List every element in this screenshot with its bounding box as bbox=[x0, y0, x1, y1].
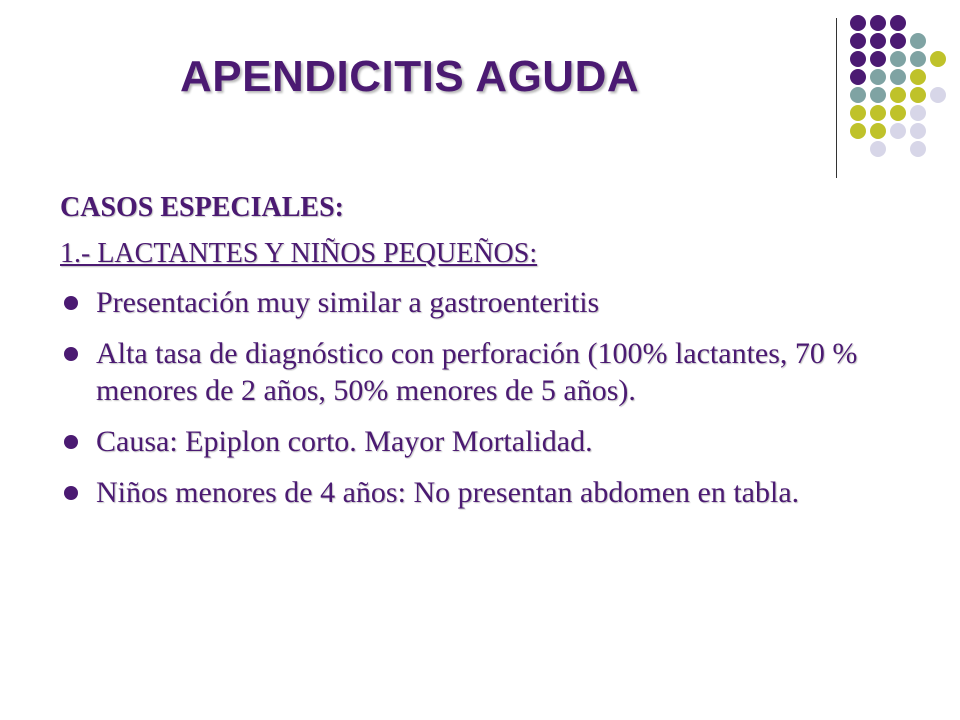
dot bbox=[890, 123, 906, 139]
dot bbox=[930, 51, 946, 67]
dot bbox=[870, 141, 886, 157]
bullet-icon bbox=[64, 486, 78, 500]
list-item bbox=[60, 335, 890, 409]
dot bbox=[850, 123, 866, 139]
dot bbox=[890, 105, 906, 121]
dot bbox=[850, 69, 866, 85]
dot bbox=[910, 141, 926, 157]
list-item-text: Niños menores de 4 años: No presentan abdomen en tabla. bbox=[96, 476, 800, 509]
dot bbox=[910, 87, 926, 103]
subheading: 1.- LACTANTES Y NIÑOS PEQUEÑOS: bbox=[60, 238, 538, 269]
bullet-icon bbox=[64, 347, 78, 361]
dot bbox=[890, 15, 906, 31]
dot bbox=[850, 51, 866, 67]
dot bbox=[910, 33, 926, 49]
dot bbox=[910, 51, 926, 67]
dot bbox=[910, 123, 926, 139]
dot bbox=[850, 87, 866, 103]
section-heading: CASOS ESPECIALES: bbox=[60, 192, 344, 223]
bullet-list bbox=[60, 284, 890, 511]
dot bbox=[890, 33, 906, 49]
list-item bbox=[60, 423, 890, 460]
dot bbox=[870, 87, 886, 103]
dot bbox=[870, 51, 886, 67]
slide-title: APENDICITIS AGUDA bbox=[180, 52, 640, 101]
dot bbox=[890, 69, 906, 85]
slide-body bbox=[60, 192, 890, 525]
list-item-text: Presentación muy similar a gastroenteritis bbox=[96, 286, 600, 319]
dot bbox=[870, 123, 886, 139]
dot bbox=[910, 105, 926, 121]
bullet-icon bbox=[64, 435, 78, 449]
decorative-dot-grid bbox=[0, 0, 960, 200]
list-item bbox=[60, 284, 890, 321]
dot bbox=[890, 87, 906, 103]
dot bbox=[870, 33, 886, 49]
list-item bbox=[60, 474, 890, 511]
dot bbox=[870, 15, 886, 31]
dot bbox=[850, 105, 866, 121]
dot bbox=[850, 33, 866, 49]
bullet-icon bbox=[64, 296, 78, 310]
dot bbox=[870, 105, 886, 121]
dot bbox=[930, 87, 946, 103]
dot bbox=[890, 51, 906, 67]
dot bbox=[850, 15, 866, 31]
dot bbox=[870, 69, 886, 85]
dot bbox=[910, 69, 926, 85]
list-item-text: Causa: Epiplon corto. Mayor Mortalidad. bbox=[96, 425, 593, 458]
list-item-text: Alta tasa de diagnóstico con perforación (100% lactantes, 70 % menores de 2 años, 50% menores de 5 años). bbox=[96, 337, 858, 407]
